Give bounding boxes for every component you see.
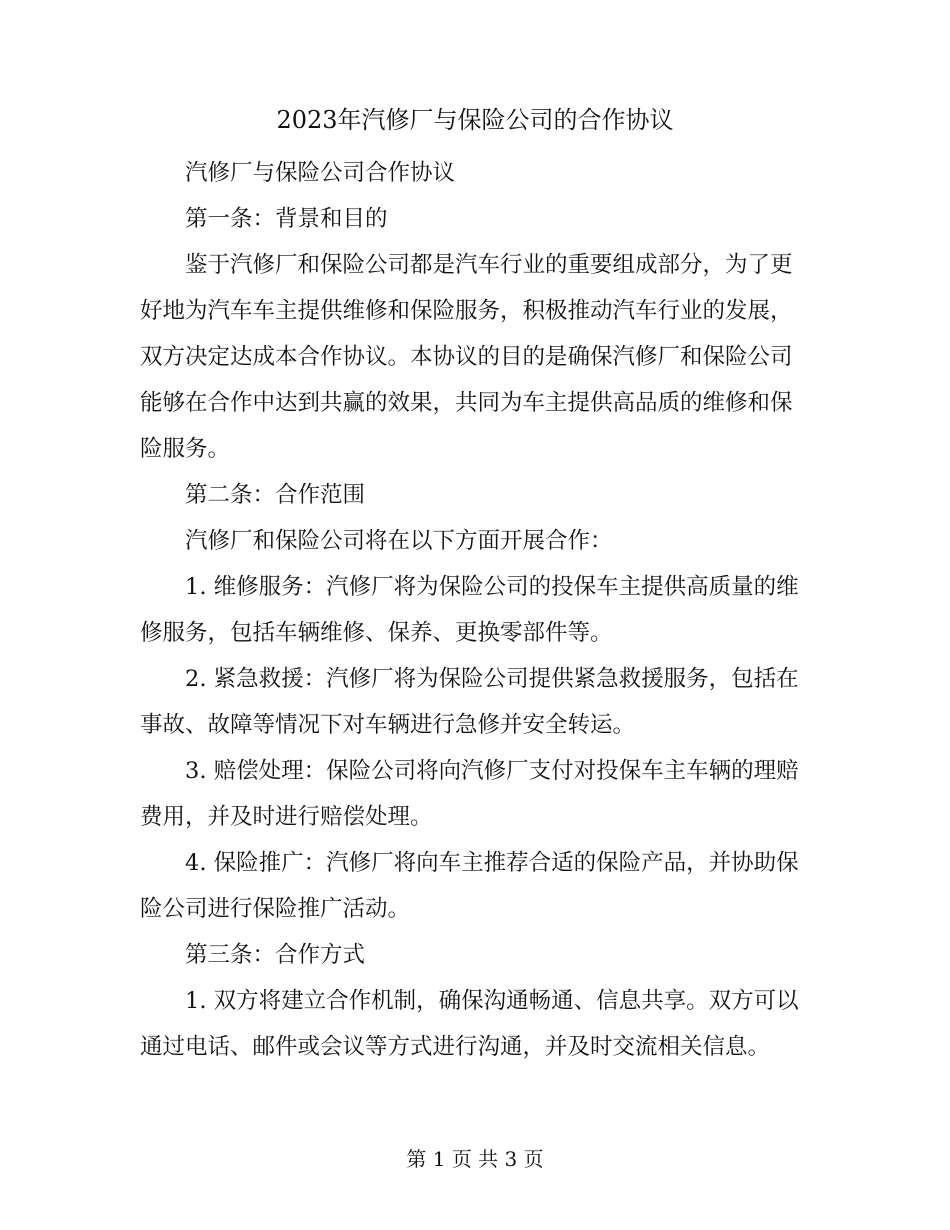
article-2-heading: 第二条：合作范围 — [185, 482, 366, 508]
article-2-item-3: 3. 赔偿处理：保险公司将向汽修厂支付对投保车主车辆的理赔费用，并及时进行赔偿处理。 — [140, 758, 799, 830]
agreement-subtitle: 汽修厂与保险公司合作协议 — [185, 160, 456, 186]
article-3-heading: 第三条：合作方式 — [185, 942, 366, 968]
article-3-item-1: 1. 双方将建立合作机制，确保沟通畅通、信息共享。双方可以通过电话、邮件或会议等方式进行沟通，并及时交流相关信息。 — [140, 988, 799, 1060]
article-2-intro: 汽修厂和保险公司将在以下方面开展合作： — [185, 528, 613, 554]
article-2-item-1: 1. 维修服务：汽修厂将为保险公司的投保车主提供高质量的维修服务，包括车辆维修、保养、更换零部件等。 — [140, 574, 799, 646]
article-1-heading: 第一条：背景和目的 — [185, 206, 388, 232]
article-2-item-4: 4. 保险推广：汽修厂将向车主推荐合适的保险产品，并协助保险公司进行保险推广活动。 — [140, 850, 799, 922]
document-title: 2023年汽修厂与保险公司的合作协议 — [276, 106, 674, 134]
article-2-item-2: 2. 紧急救援：汽修厂将为保险公司提供紧急救援服务，包括在事故、故障等情况下对车辆进行急修并安全转运。 — [140, 666, 799, 738]
article-1-body: 鉴于汽修厂和保险公司都是汽车行业的重要组成部分，为了更好地为汽车车主提供维修和保险服务，积极推动汽车行业的发展，双方决定达成本合作协议。本协议的目的是确保汽修厂和保险公司能够在合作中达到共赢的效果，共同为车主提供高品质的维修和保险服务。 — [140, 252, 793, 462]
page-number-footer: 第 1 页 共 3 页 — [406, 1147, 544, 1171]
document-body — [140, 150, 812, 1070]
